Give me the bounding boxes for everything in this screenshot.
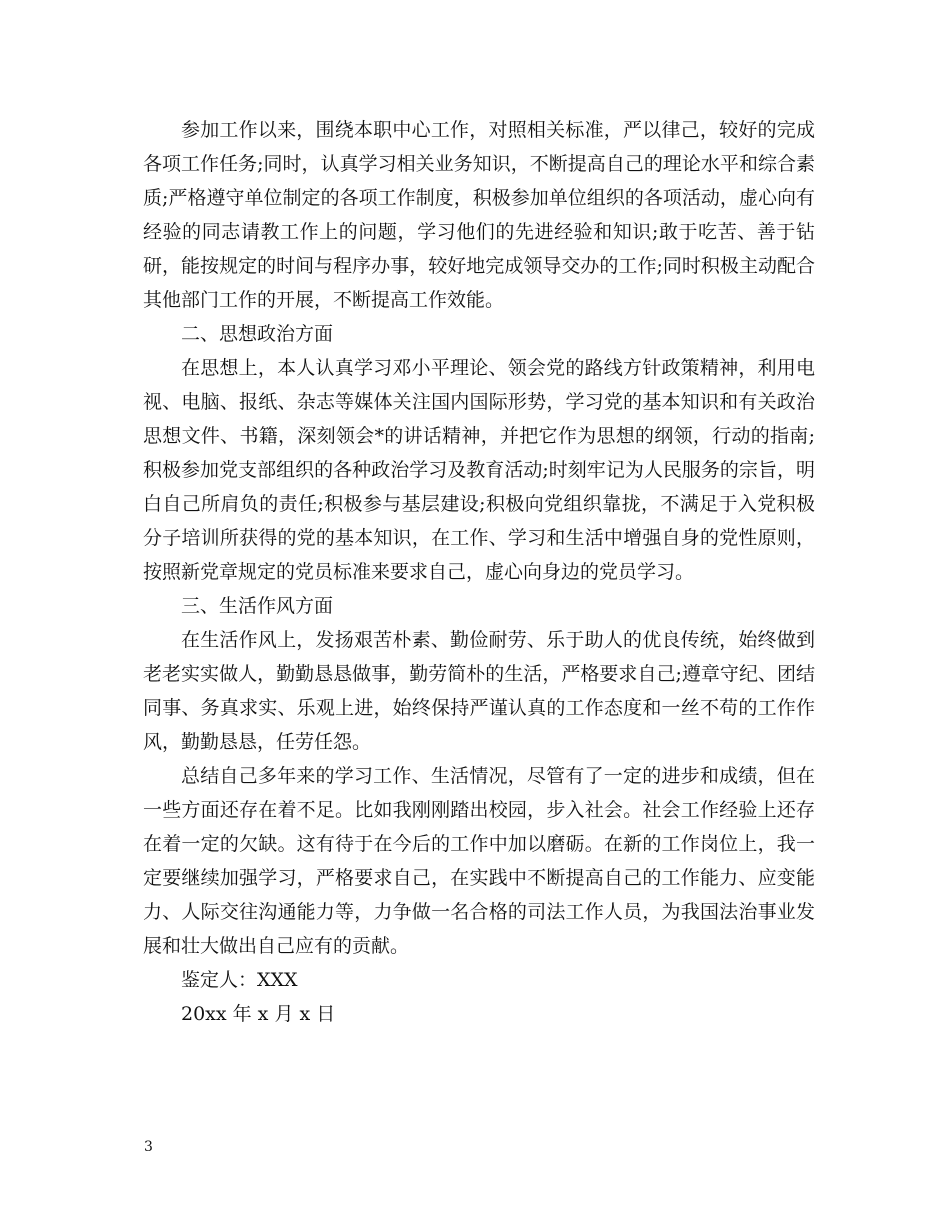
section-heading-lifestyle: 三、生活作风方面 <box>181 595 334 617</box>
paragraph-summary: 总结自己多年来的学习工作、生活情况，尽管有了一定的进步和成绩，但在一些方面还存在着不足。比如我刚刚踏出校园，步入社会。社会工作经验上还存在着一定的欠缺。这有待于在今后的工作中加以磨砺。在新的工作岗位上，我一定要继续加强学习，严格要求自己，在实践中不断提高自己的工作能力、应变能力、人际交往沟通能力等，力争做一名合格的司法工作人员，为我国法治事业发展和壮大做出自己应有的贡献。 <box>143 765 815 957</box>
paragraph-political: 在思想上，本人认真学习邓小平理论、领会党的路线方针政策精神，利用电视、电脑、报纸、杂志等媒体关注国内国际形势，学习党的基本知识和有关政治思想文件、书籍，深刻领会*的讲话精神，并把它作为思想的纲领，行动的指南;积极参加党支部组织的各种政治学习及教育活动;时刻牢记为人民服务的宗旨，明白自己所肩负的责任;积极参与基层建设;积极向党组织靠拢，不满足于入党积极分子培训所获得的党的基本知识，在工作、学习和生活中增强自身的党性原则，按照新党章规定的党员标准来要求自己，虚心向身边的党员学习。 <box>143 357 815 583</box>
date-line: 20xx 年 x 月 x 日 <box>181 1003 336 1025</box>
page-number: 3 <box>144 1139 153 1155</box>
paragraph-work: 参加工作以来，围绕本职中心工作，对照相关标准，严以律己，较好的完成各项工作任务;同时，认真学习相关业务知识，不断提高自己的理论水平和综合素质;严格遵守单位制定的各项工作制度，积极参加单位组织的各项活动，虚心向有经验的同志请教工作上的问题，学习他们的先进经验和知识;敢于吃苦、善于钻研，能按规定的时间与程序办事，较好地完成领导交办的工作;同时积极主动配合其他部门工作的开展，不断提高工作效能。 <box>143 119 815 311</box>
section-heading-political: 二、思想政治方面 <box>181 323 334 345</box>
paragraph-lifestyle: 在生活作风上，发扬艰苦朴素、勤俭耐劳、乐于助人的优良传统，始终做到老老实实做人，勤勤恳恳做事，勤劳简朴的生活，严格要求自己;遵章守纪、团结同事、务真求实、乐观上进，始终保持严谨认真的工作态度和一丝不苟的工作作风，勤勤恳恳，任劳任怨。 <box>143 629 815 753</box>
signature-line: 鉴定人：XXX <box>181 969 298 991</box>
document-body <box>143 113 815 1031</box>
